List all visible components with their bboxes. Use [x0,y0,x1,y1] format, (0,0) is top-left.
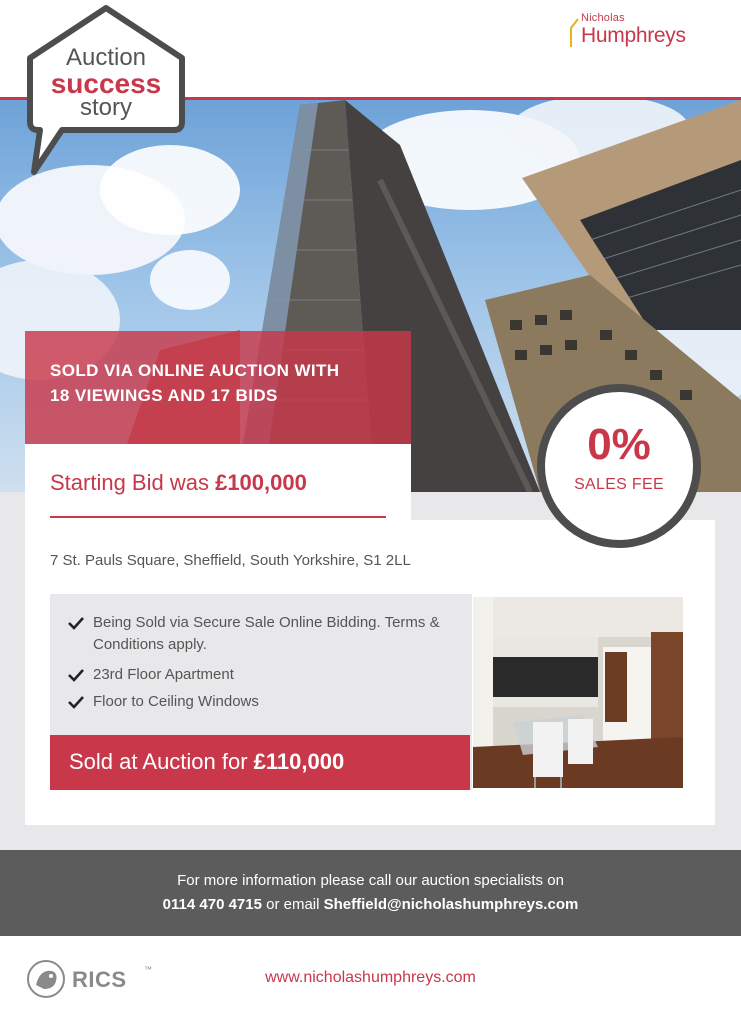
sold-price-bar [50,735,470,790]
auction-summary-banner [25,331,411,444]
contact-intro: For more information please call our auction specialists on [177,872,564,889]
property-address: 7 St. Pauls Square, Sheffield, South Yorkshire, S1 2LL [50,552,411,569]
badge-line-2: success [50,68,162,99]
sales-fee-badge [537,384,701,548]
feature-text: Being Sold via Secure Sale Online Bidding. Terms & Conditions apply. [93,614,440,653]
rics-label: RICS [72,967,127,992]
starting-bid-underline [50,516,386,518]
checkmark-icon [68,668,84,682]
feature-text: 23rd Floor Apartment [93,666,234,683]
brand-small-text: Nicholas [581,12,625,24]
brand-logo [569,12,699,56]
brand-big-text: Humphreys [581,24,686,47]
sales-fee-percent: 0% [587,420,651,469]
contact-email[interactable]: Sheffield@nicholashumphreys.com [323,896,579,913]
kitchen-illustration [473,597,683,788]
sales-fee-label: SALES FEE [574,476,664,493]
starting-bid-panel [25,444,411,520]
checkmark-icon [68,695,84,709]
sold-amount: £110,000 [253,749,345,774]
brand-mark-icon [569,18,579,48]
banner-line-1: SOLD VIA ONLINE AUCTION WITH [50,361,340,380]
website-link[interactable]: www.nicholashumphreys.com [265,969,476,986]
contact-phone[interactable]: 0114 470 4715 [162,896,262,913]
contact-separator: or email [261,896,324,913]
contact-details [0,896,741,913]
sold-prefix: Sold at Auction for [69,749,254,774]
checkmark-icon [68,616,84,630]
badge-line-1: Auction [65,44,147,71]
rics-trademark: ™ [144,965,152,974]
starting-bid-amount: £100,000 [215,470,307,495]
banner-line-2: 18 VIEWINGS AND 17 BIDS [50,386,278,405]
interior-photo [473,597,683,788]
sold-price-text [69,749,344,775]
starting-bid-prefix: Starting Bid was [50,470,216,495]
starting-bid-text [50,470,307,496]
contact-band [0,850,741,936]
feature-text: Floor to Ceiling Windows [93,693,259,710]
badge-line-3: story [79,94,132,121]
